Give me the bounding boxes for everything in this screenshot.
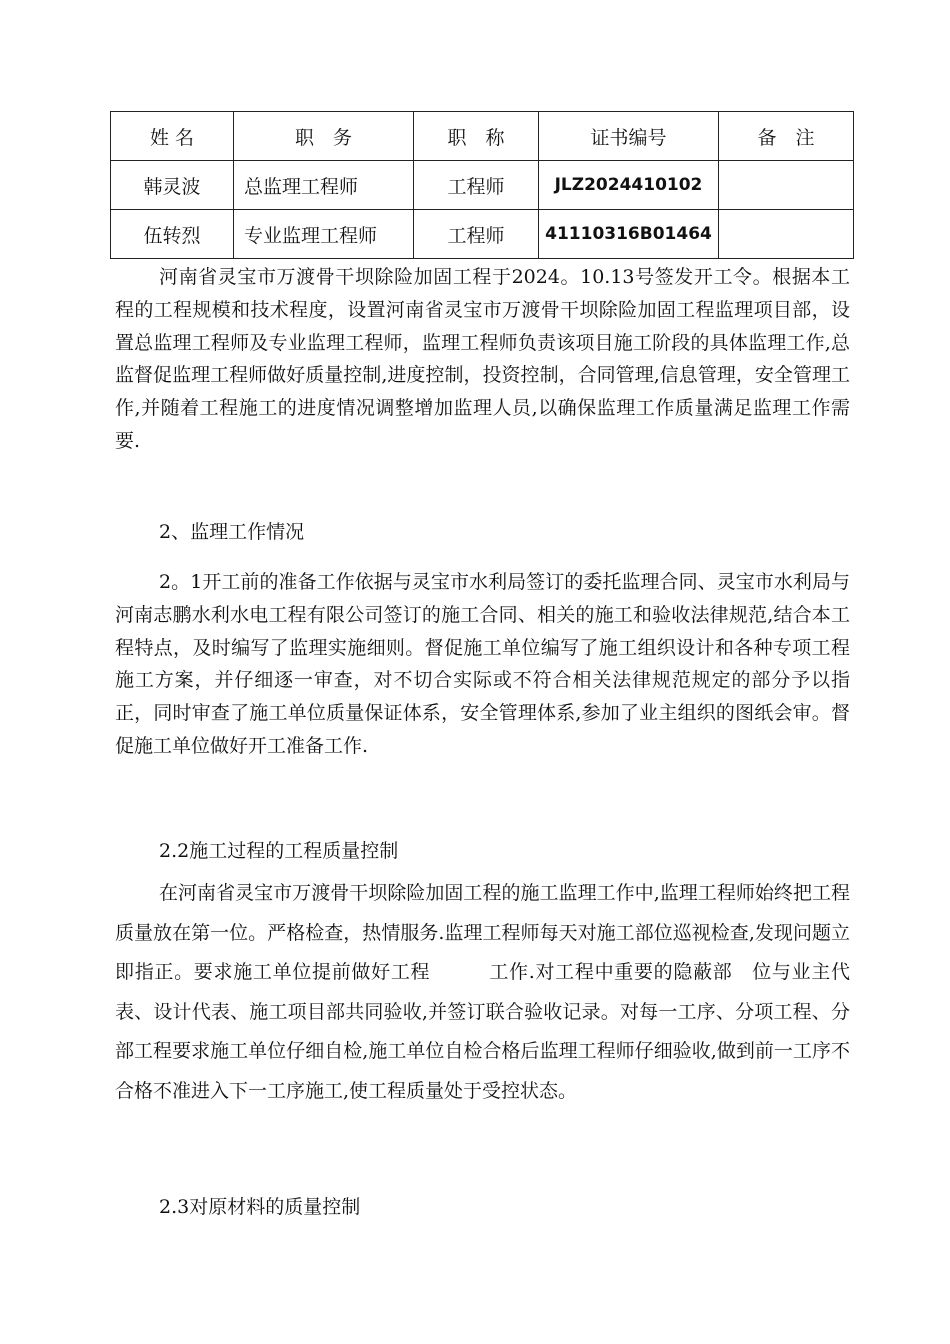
cell-cert-number: 41110316B01464: [539, 210, 719, 259]
cell-remark: [719, 161, 854, 210]
table-row: [111, 161, 854, 210]
cell-position: 总监理工程师: [234, 161, 414, 210]
header-position: 职 务: [234, 112, 414, 161]
header-name: 姓 名: [111, 112, 234, 161]
paragraph-project-overview: 河南省灵宝市万渡骨干坝除险加固工程于2024。10.13号签发开工令。根据本工程的工程规模和技术程度，设置河南省灵宝市万渡骨干坝除险加固工程监理项目部，设置总监理工程师及专业监理工程师，监理工程师负责该项目施工阶段的具体监理工作,总监督促监理工程师做好质量控制,进度控制，投资控制，合同管理,信息管理，安全管理工作,并随着工程施工的进度情况调整增加监理人员,以确保监理工作质量满足监理工作需要.: [115, 266, 850, 452]
cell-name: 伍转烈: [111, 210, 234, 259]
subsection-heading-material-control: 2.3对原材料的质量控制: [159, 1196, 361, 1218]
table-row: [111, 210, 854, 259]
table-header-row: [111, 112, 854, 161]
subsection-heading-quality-control: 2.2施工过程的工程质量控制: [159, 840, 399, 862]
cell-cert-number: JLZ2024410102: [539, 161, 719, 210]
paragraph-quality-control: 在河南省灵宝市万渡骨干坝除险加固工程的施工监理工作中,监理工程师始终把工程质量放在第一位。严格检查，热情服务.监理工程师每天对施工部位巡视检查,发现问题立即指正。要求施工单位提前做好工程 工作.对工程中重要的隐蔽部 位与业主代表、设计代表、施工项目部共同验收,并签订联合验收记录。对每一工序、分项工程、分部工程要求施工单位仔细自检,施工单位自检合格后监理工程师仔细验收,做到前一工序不合格不准进入下一工序施工,使工程质量处于受控状态。: [115, 882, 850, 1102]
paragraph-preparation-work: 2。1开工前的准备工作依据与灵宝市水利局签订的委托监理合同、灵宝市水利局与河南志鹏水利水电工程有限公司签订的施工合同、相关的施工和验收法律规范,结合本工程特点，及时编写了监理实施细则。督促施工单位编写了施工组织设计和各种专项工程施工方案，并仔细逐一审查，对不切合实际或不符合相关法律规范规定的部分予以指正，同时审查了施工单位质量保证体系，安全管理体系,参加了业主组织的图纸会审。督促施工单位做好开工准备工作.: [115, 571, 850, 757]
cell-name: 韩灵波: [111, 161, 234, 210]
header-remark: 备 注: [719, 112, 854, 161]
section-heading-supervision-work: 2、监理工作情况: [159, 521, 305, 543]
cell-position: 专业监理工程师: [234, 210, 414, 259]
cell-remark: [719, 210, 854, 259]
staff-table: [110, 111, 854, 259]
header-cert-number: 证书编号: [539, 112, 719, 161]
cell-title: 工程师: [414, 210, 539, 259]
header-title: 职 称: [414, 112, 539, 161]
cell-title: 工程师: [414, 161, 539, 210]
